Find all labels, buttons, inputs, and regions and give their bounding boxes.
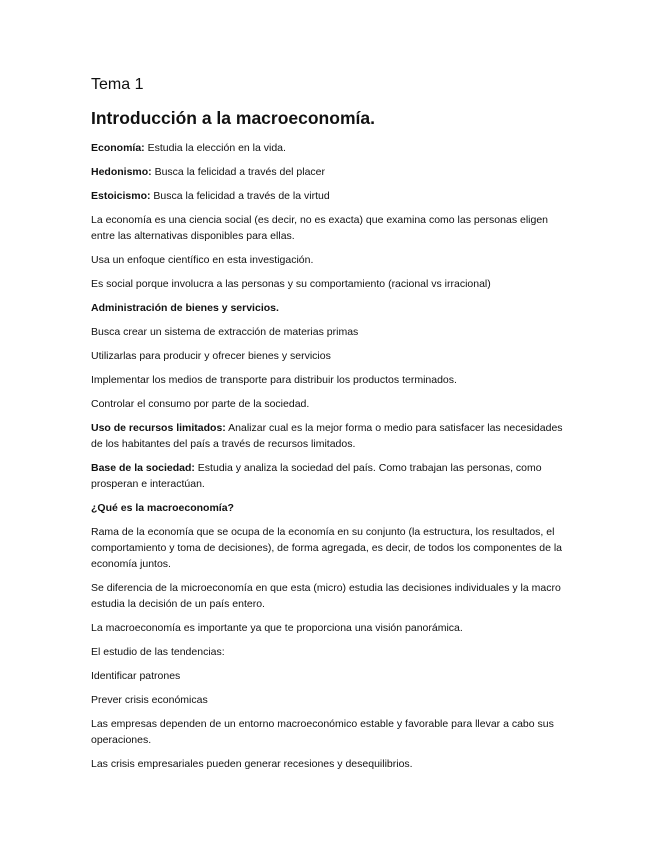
definition-estoicismo xyxy=(91,188,569,204)
paragraph-social: Es social porque involucra a las personas y su comportamiento (racional vs irracional) xyxy=(91,278,491,290)
paragraph-rama: Rama de la economía que se ocupa de la economía en su conjunto (la estructura, los resultados, el comportamiento y toma de decisiones), de forma agregada, es decir, de todos los componentes de la economía juntos. xyxy=(91,526,563,570)
heading-administracion: Administración de bienes y servicios. xyxy=(91,302,279,314)
term-text: Analizar cual es la mejor forma o medio para satisfacer las necesidades de los habitantes del país a través de recursos limitados. xyxy=(91,422,563,450)
term-label: Uso de recursos limitados: xyxy=(91,422,226,434)
paragraph-importante: La macroeconomía es importante ya que te proporciona una visión panorámica. xyxy=(91,622,463,634)
paragraph-prever: Prever crisis económicas xyxy=(91,694,208,706)
paragraph-diferencia: Se diferencia de la microeconomía en que esta (micro) estudia las decisiones individuales y la macro estudia la decisión de un país entero. xyxy=(91,582,561,610)
paragraph-tendencias: El estudio de las tendencias: xyxy=(91,646,225,658)
paragraph-consumo: Controlar el consumo por parte de la sociedad. xyxy=(91,398,310,410)
term-text: Busca la felicidad a través del placer xyxy=(151,166,326,178)
definition-base-sociedad xyxy=(91,460,569,492)
page-title: Introducción a la macroeconomía. xyxy=(91,108,375,128)
definition-recursos-limitados xyxy=(91,420,569,452)
topic-number: Tema 1 xyxy=(91,76,144,93)
paragraph-utilizarlas: Utilizarlas para producir y ofrecer bienes y servicios xyxy=(91,350,331,362)
term-label: Economía: xyxy=(91,142,145,154)
heading-que-es-macroeconomia: ¿Qué es la macroeconomía? xyxy=(91,502,234,514)
term-text: Estudia y analiza la sociedad del país. Como trabajan las personas, como prosperan e interactúan. xyxy=(91,462,542,490)
paragraph-patrones: Identificar patrones xyxy=(91,670,181,682)
paragraph-enfoque: Usa un enfoque científico en esta investigación. xyxy=(91,254,314,266)
paragraph-transporte: Implementar los medios de transporte para distribuir los productos terminados. xyxy=(91,374,457,386)
term-text: Busca la felicidad a través de la virtud xyxy=(150,190,330,202)
paragraph-crisis: Las crisis empresariales pueden generar recesiones y desequilibrios. xyxy=(91,758,413,770)
paragraph-empresas: Las empresas dependen de un entorno macroeconómico estable y favorable para llevar a cabo sus operaciones. xyxy=(91,718,554,746)
paragraph-extraccion: Busca crear un sistema de extracción de materias primas xyxy=(91,326,359,338)
definition-economia xyxy=(91,140,569,156)
term-label: Base de la sociedad: xyxy=(91,462,195,474)
paragraph-ciencia-social: La economía es una ciencia social (es decir, no es exacta) que examina como las personas eligen entre las alternativas disponibles para ellas. xyxy=(91,214,549,242)
definition-hedonismo xyxy=(91,164,569,180)
term-label: Estoicismo: xyxy=(91,190,151,202)
term-label: Hedonismo: xyxy=(91,166,152,178)
term-text: Estudia la elección en la vida. xyxy=(144,142,286,154)
